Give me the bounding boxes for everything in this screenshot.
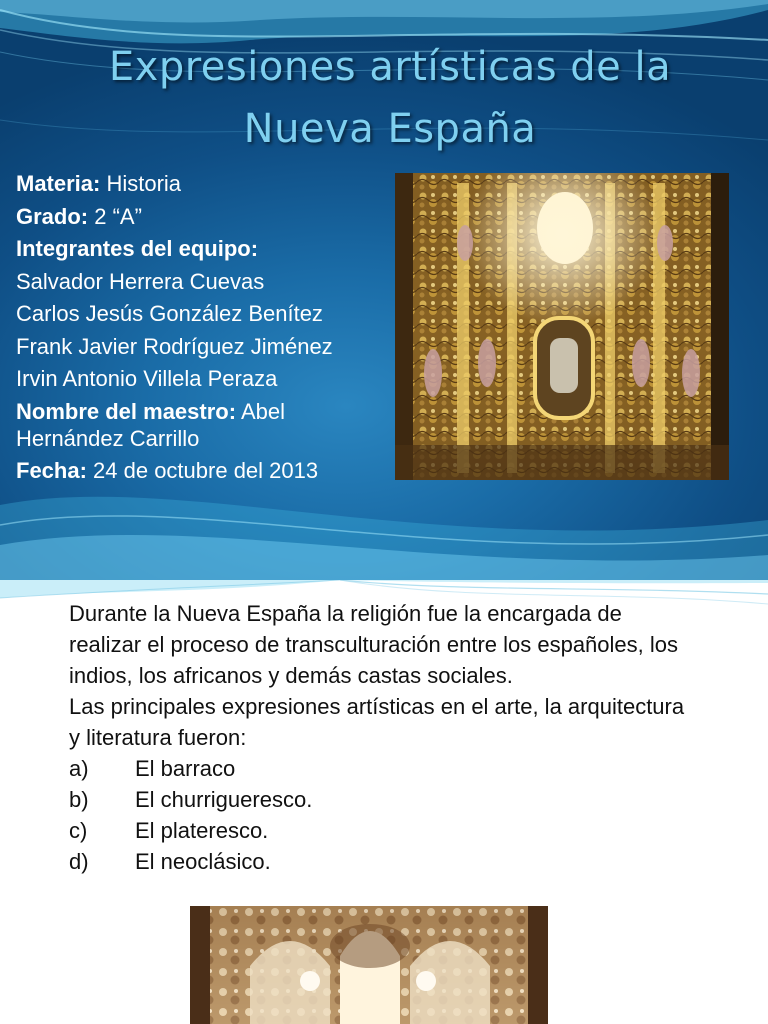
member-name: Frank Javier Rodríguez Jiménez bbox=[16, 333, 333, 359]
list-marker: b) bbox=[69, 787, 89, 812]
maestro-value: Abel Hernández Carrillo bbox=[16, 398, 285, 451]
list-text: El plateresco. bbox=[135, 818, 269, 843]
grado-value: 2 “A” bbox=[88, 203, 142, 229]
grado-line bbox=[16, 201, 396, 234]
list-text: El neoclásico. bbox=[135, 849, 271, 874]
title-line-1: Expresiones artísticas de la bbox=[108, 44, 672, 90]
materia-value: Historia bbox=[100, 171, 182, 196]
title-line-2: Nueva España bbox=[243, 106, 537, 152]
list-text: El barraco bbox=[135, 756, 236, 781]
golden-altarpiece-photo bbox=[395, 173, 729, 480]
info-block bbox=[16, 168, 396, 487]
list-item bbox=[69, 815, 689, 846]
slide-title bbox=[60, 36, 720, 160]
baroque-interior-photo bbox=[190, 906, 548, 1024]
materia-line bbox=[16, 168, 396, 201]
list-item bbox=[69, 753, 689, 784]
materia-label: Materia: bbox=[16, 171, 101, 196]
fecha-label: Fecha: bbox=[16, 457, 87, 483]
maestro-label: Nombre del maestro: bbox=[16, 398, 237, 424]
integrantes-label-line bbox=[16, 233, 396, 266]
fecha-line bbox=[16, 455, 396, 488]
body-text bbox=[69, 598, 689, 877]
list-marker: a) bbox=[69, 756, 89, 781]
intro-paragraph: Durante la Nueva España la religión fue la encargada de realizar el proceso de transculturación entre los españoles, los indios, los africanos y demás castas sociales. bbox=[69, 601, 678, 688]
fecha-value: 24 de octubre del 2013 bbox=[86, 457, 319, 483]
member-name: Carlos Jesús González Benítez bbox=[16, 301, 323, 326]
list-intro-paragraph: Las principales expresiones artísticas en el arte, la arquitectura y literatura fueron: bbox=[69, 694, 685, 750]
grado-label: Grado: bbox=[16, 203, 89, 229]
list-text: El churrigueresco. bbox=[135, 787, 313, 812]
member-name: Irvin Antonio Villela Peraza bbox=[16, 366, 278, 391]
list-item bbox=[69, 784, 689, 815]
content-slide bbox=[0, 580, 768, 1024]
list-marker: d) bbox=[69, 849, 89, 874]
member-name: Salvador Herrera Cuevas bbox=[16, 268, 265, 294]
integrantes-label: Integrantes del equipo: bbox=[16, 236, 259, 261]
maestro-line bbox=[16, 396, 396, 455]
list-item bbox=[69, 846, 689, 877]
list-marker: c) bbox=[69, 818, 88, 843]
